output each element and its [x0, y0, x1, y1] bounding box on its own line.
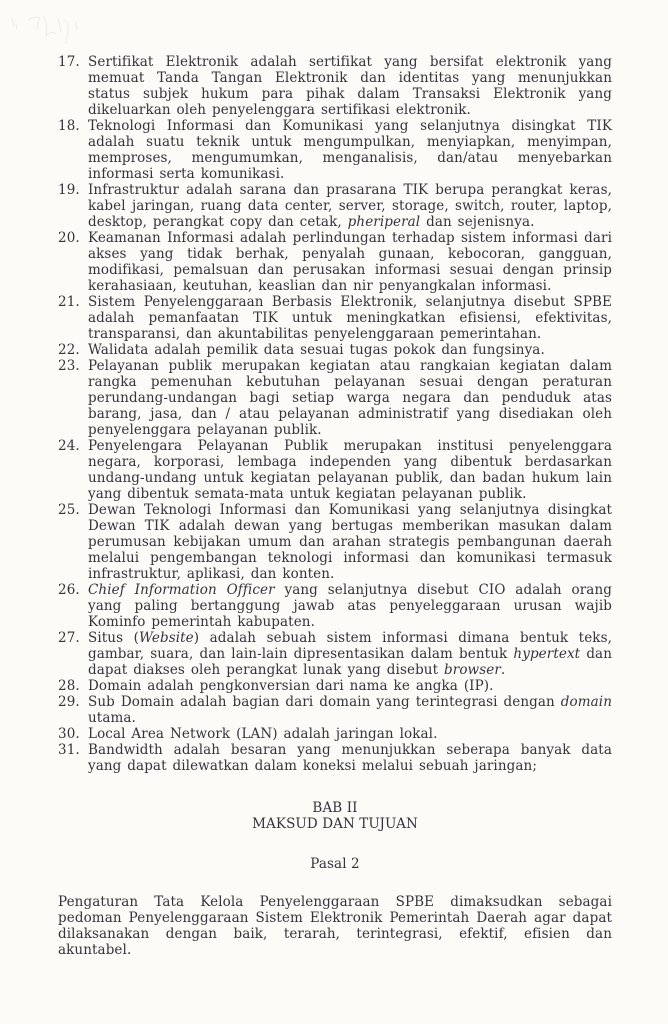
list-item: [58, 54, 612, 118]
list-item: [58, 582, 612, 630]
list-item-number: 25.: [58, 502, 80, 518]
list-item-number: 27.: [58, 630, 80, 646]
chapter-label: BAB II: [312, 800, 358, 816]
list-item: [58, 358, 612, 438]
definition-list: [58, 54, 612, 774]
list-item-number: 20.: [58, 230, 80, 246]
list-item-number: 29.: [58, 694, 80, 710]
list-item-number: 31.: [58, 742, 80, 758]
list-item-number: 21.: [58, 294, 80, 310]
list-item-text: Situs (Website) adalah sebuah sistem informasi dimana bentuk teks, gambar, suara, dan lain-lain dipresentasikan dalam bentuk hypertext dan dapat diakses oleh perangkat lunak yang disebut browser.: [88, 630, 613, 678]
document-content: [58, 54, 612, 972]
list-item-number: 22.: [58, 342, 80, 358]
list-item-text: Sistem Penyelenggaraan Berbasis Elektronik, selanjutnya disebut SPBE adalah pemanfaatan TIK untuk meningkatkan efisiensi, efektivitas, transparansi, dan akuntabilitas penyelenggaraan pemerintahan.: [88, 294, 612, 342]
list-item-text: Pelayanan publik merupakan kegiatan atau rangkaian kegiatan dalam rangka pemenuhan kebutuhan pelayanan sesuai dengan peraturan perundang-undangan bagi setiap warga negara dan penduduk atas barang, jasa, dan / atau pelayanan administratif yang disediakan oleh penyelenggara pelayanan publik.: [88, 358, 612, 438]
list-item-number: 17.: [58, 54, 80, 70]
list-item-text: Penyelengara Pelayanan Publik merupakan institusi penyelenggara negara, korporasi, lembaga independen yang dibentuk berdasarkan undang-undang untuk kegiatan pelayanan publik, dan badan hukum lain yang dibentuk semata-mata untuk kegiatan pelayanan publik.: [88, 438, 612, 502]
list-item: [58, 678, 612, 694]
list-item: [58, 694, 612, 726]
list-item-text: Local Area Network (LAN) adalah jaringan lokal.: [88, 726, 438, 742]
list-item-text: Sub Domain adalah bagian dari domain yang terintegrasi dengan domain utama.: [88, 694, 612, 726]
list-item-number: 19.: [58, 182, 80, 198]
list-item-number: 23.: [58, 358, 80, 374]
list-item-number: 24.: [58, 438, 80, 454]
list-item-text: Bandwidth adalah besaran yang menunjukkan seberapa banyak data yang dapat dilewatkan dalam koneksi melalui sebuah jaringan;: [88, 742, 612, 774]
list-item-number: 30.: [58, 726, 80, 742]
list-item-number: 18.: [58, 118, 80, 134]
list-item: [58, 502, 612, 582]
list-item-text: Sertifikat Elektronik adalah sertifikat yang bersifat elektronik yang memuat Tanda Tangan Elektronik dan identitas yang menunjukkan status subjek hukum para pihak dalam Transaksi Elektronik yang dikeluarkan oleh penyelenggara sertifikasi elektronik.: [88, 54, 612, 118]
list-item: [58, 342, 612, 358]
closing-paragraph: Pengaturan Tata Kelola Penyelenggaraan SPBE dimaksudkan sebagai pedoman Penyelenggaraan Sistem Elektronik Pemerintah Daerah agar dapat dilaksanakan dengan baik, terarah, terintegrasi, efektif, efisien dan akuntabel.: [58, 894, 612, 958]
list-item-number: 26.: [58, 582, 80, 598]
list-item-number: 28.: [58, 678, 80, 694]
list-item: [58, 230, 612, 294]
chapter-title: MAKSUD DAN TUJUAN: [252, 816, 418, 832]
chapter-heading: [58, 800, 612, 832]
list-item: [58, 726, 612, 742]
list-item-text: Chief Information Officer yang selanjutnya disebut CIO adalah orang yang paling bertanggung jawab atas penyeleggaraan urusan wajib Kominfo pemerintah kabupaten.: [88, 582, 612, 630]
list-item: [58, 182, 612, 230]
list-item-text: Infrastruktur adalah sarana dan prasarana TIK berupa perangkat keras, kabel jaringan, ruang data center, server, storage, switch, router, laptop, desktop, perangkat copy dan cetak, pheriperal dan sejenisnya.: [88, 182, 612, 230]
pencil-scan-marks: [6, 8, 116, 58]
list-item: [58, 118, 612, 182]
list-item: [58, 438, 612, 502]
list-item: [58, 294, 612, 342]
article-heading: Pasal 2: [310, 856, 360, 872]
list-item-text: Keamanan Informasi adalah perlindungan terhadap sistem informasi dari akses yang tidak berhak, penyalah gunaan, kebocoran, gangguan, modifikasi, pemalsuan dan perusakan informasi sesuai dengan prinsip kerahasiaan, keutuhan, keaslian dan nir penyangkalan informasi.: [88, 230, 612, 294]
list-item-text: Domain adalah pengkonversian dari nama ke angka (IP).: [88, 678, 494, 694]
list-item: [58, 742, 612, 774]
list-item-text: Dewan Teknologi Informasi dan Komunikasi yang selanjutnya disingkat Dewan TIK adalah dewan yang bertugas memberikan masukan dalam perumusan kebijakan umum dan arahan strategis pembangunan daerah melalui pengembangan teknologi informasi dan komunikasi termasuk infrastruktur, aplikasi, dan konten.: [88, 502, 612, 582]
list-item-text: Teknologi Informasi dan Komunikasi yang selanjutnya disingkat TIK adalah suatu teknik untuk mengumpulkan, menyiapkan, menyimpan, memproses, mengumumkan, menganalisis, dan/atau menyebarkan informasi serta komunikasi.: [88, 118, 612, 182]
list-item: [58, 630, 612, 678]
list-item-text: Walidata adalah pemilik data sesuai tugas pokok dan fungsinya.: [88, 342, 545, 358]
